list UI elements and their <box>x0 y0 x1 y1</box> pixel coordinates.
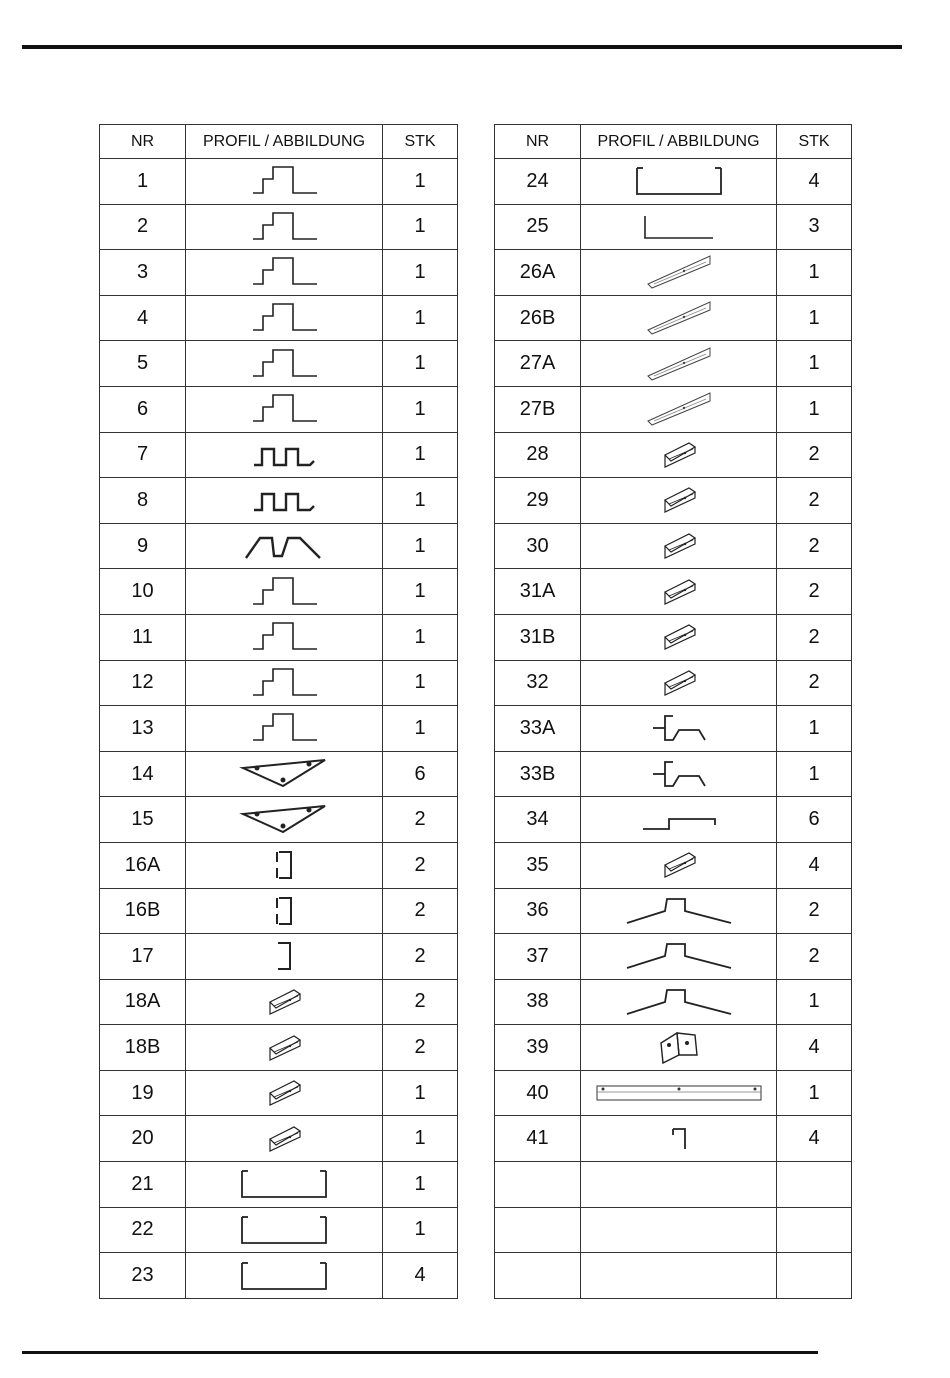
top-rule <box>22 45 902 49</box>
part-quantity: 1 <box>777 1070 852 1116</box>
corner-bracket-icon <box>657 1029 701 1067</box>
part-figure <box>186 888 383 934</box>
step-profile-icon <box>249 348 319 380</box>
part-number: 34 <box>495 797 581 843</box>
part-number: 2 <box>100 204 186 250</box>
angle-bar-icon <box>659 621 699 653</box>
part-figure <box>581 888 777 934</box>
part-figure <box>186 1207 383 1253</box>
step-profile-icon <box>249 393 319 425</box>
part-number <box>495 1253 581 1299</box>
header-row <box>495 125 852 159</box>
diagonal-brace-icon <box>644 346 714 382</box>
part-row <box>100 1116 458 1162</box>
part-quantity: 6 <box>777 797 852 843</box>
part-figure <box>186 341 383 387</box>
part-row <box>100 386 458 432</box>
part-row <box>495 888 852 934</box>
part-quantity: 3 <box>777 204 852 250</box>
part-quantity: 4 <box>777 1025 852 1071</box>
ridge-profile-icon <box>623 895 735 927</box>
part-row <box>495 934 852 980</box>
part-row <box>100 614 458 660</box>
parts-table-right <box>494 124 852 1299</box>
part-quantity: 2 <box>777 934 852 980</box>
part-quantity: 1 <box>383 523 458 569</box>
part-row <box>495 614 852 660</box>
header-profile: PROFIL / ABBILDUNG <box>186 125 383 159</box>
part-figure <box>186 386 383 432</box>
part-number: 25 <box>495 204 581 250</box>
part-row <box>100 1025 458 1071</box>
part-row <box>100 842 458 888</box>
part-quantity: 1 <box>383 478 458 524</box>
double-hat-profile-icon <box>250 484 318 516</box>
part-number: 18A <box>100 979 186 1025</box>
part-figure <box>581 295 777 341</box>
part-number: 22 <box>100 1207 186 1253</box>
part-number: 13 <box>100 706 186 752</box>
part-number: 26A <box>495 250 581 296</box>
part-number: 4 <box>100 295 186 341</box>
part-quantity: 2 <box>777 888 852 934</box>
part-quantity: 4 <box>777 842 852 888</box>
part-figure <box>186 250 383 296</box>
bottom-rule <box>22 1351 818 1354</box>
part-number: 17 <box>100 934 186 980</box>
part-quantity: 1 <box>777 751 852 797</box>
part-quantity: 2 <box>383 888 458 934</box>
part-figure <box>186 706 383 752</box>
part-figure <box>186 432 383 478</box>
part-quantity: 2 <box>777 478 852 524</box>
part-number: 10 <box>100 569 186 615</box>
part-quantity: 2 <box>383 842 458 888</box>
part-row <box>100 797 458 843</box>
part-row <box>100 979 458 1025</box>
part-quantity: 2 <box>777 660 852 706</box>
part-number: 33A <box>495 706 581 752</box>
part-figure <box>581 523 777 569</box>
angle-bar-icon <box>264 1032 304 1064</box>
flat-rail-icon <box>595 1082 763 1104</box>
part-number: 31B <box>495 614 581 660</box>
part-figure <box>581 614 777 660</box>
parts-table-left <box>99 124 458 1299</box>
part-quantity: 1 <box>383 295 458 341</box>
part-number: 28 <box>495 432 581 478</box>
part-number: 27B <box>495 386 581 432</box>
c-channel-icon <box>271 894 297 928</box>
part-figure <box>581 1207 777 1253</box>
part-number: 6 <box>100 386 186 432</box>
part-figure <box>186 751 383 797</box>
angle-bar-icon <box>264 1123 304 1155</box>
u-channel-icon <box>238 1259 330 1293</box>
part-figure <box>581 842 777 888</box>
part-number: 40 <box>495 1070 581 1116</box>
part-row <box>495 478 852 524</box>
part-row <box>495 1025 852 1071</box>
bracket-profile-icon <box>272 939 296 973</box>
part-row <box>495 386 852 432</box>
part-quantity: 2 <box>777 432 852 478</box>
part-quantity: 1 <box>383 1162 458 1208</box>
c-channel-icon <box>271 848 297 882</box>
part-number: 19 <box>100 1070 186 1116</box>
part-figure <box>186 1162 383 1208</box>
part-row <box>495 842 852 888</box>
part-quantity: 1 <box>383 1070 458 1116</box>
angle-bar-icon <box>659 849 699 881</box>
part-number: 21 <box>100 1162 186 1208</box>
part-number: 37 <box>495 934 581 980</box>
part-row <box>100 1253 458 1299</box>
angle-bar-icon <box>659 530 699 562</box>
step-profile-icon <box>249 576 319 608</box>
part-number: 39 <box>495 1025 581 1071</box>
part-figure <box>186 1070 383 1116</box>
part-quantity: 2 <box>383 934 458 980</box>
part-figure <box>186 614 383 660</box>
part-row <box>495 1116 852 1162</box>
header-nr: NR <box>100 125 186 159</box>
u-channel-icon <box>633 164 725 198</box>
part-number: 14 <box>100 751 186 797</box>
part-number <box>495 1162 581 1208</box>
part-quantity: 1 <box>383 159 458 205</box>
part-number: 20 <box>100 1116 186 1162</box>
part-number <box>495 1207 581 1253</box>
part-quantity: 1 <box>383 1207 458 1253</box>
part-figure <box>186 660 383 706</box>
angle-bar-icon <box>264 1077 304 1109</box>
part-quantity <box>777 1162 852 1208</box>
part-number: 30 <box>495 523 581 569</box>
part-quantity: 1 <box>383 706 458 752</box>
part-number: 3 <box>100 250 186 296</box>
part-row <box>100 432 458 478</box>
step-profile-icon <box>249 621 319 653</box>
part-figure <box>581 432 777 478</box>
part-figure <box>581 569 777 615</box>
part-figure <box>186 934 383 980</box>
part-row <box>495 706 852 752</box>
part-quantity: 1 <box>383 432 458 478</box>
part-figure <box>581 204 777 250</box>
part-quantity: 1 <box>777 250 852 296</box>
part-quantity: 1 <box>383 569 458 615</box>
part-figure <box>581 1116 777 1162</box>
step-profile-icon <box>249 302 319 334</box>
part-row <box>495 432 852 478</box>
part-row <box>495 797 852 843</box>
triangle-gusset-icon <box>239 756 329 792</box>
part-number: 16A <box>100 842 186 888</box>
angle-bar-icon <box>659 484 699 516</box>
part-quantity: 1 <box>383 614 458 660</box>
part-row <box>100 751 458 797</box>
part-row <box>495 660 852 706</box>
triangle-gusset-icon <box>239 802 329 838</box>
part-quantity: 1 <box>777 386 852 432</box>
part-figure <box>581 386 777 432</box>
part-quantity: 4 <box>777 1116 852 1162</box>
double-hat-angled-profile-icon <box>244 530 324 562</box>
part-row <box>100 1070 458 1116</box>
part-row <box>495 979 852 1025</box>
step-profile-icon <box>249 165 319 197</box>
part-figure <box>186 797 383 843</box>
angle-bar-icon <box>659 439 699 471</box>
part-figure <box>581 478 777 524</box>
angle-bar-icon <box>659 667 699 699</box>
part-figure <box>581 1253 777 1299</box>
part-quantity: 2 <box>777 569 852 615</box>
part-number: 36 <box>495 888 581 934</box>
z-bracket-icon <box>649 758 709 790</box>
part-figure <box>581 751 777 797</box>
part-row <box>100 660 458 706</box>
part-figure <box>186 842 383 888</box>
header-profile: PROFIL / ABBILDUNG <box>581 125 777 159</box>
part-row <box>495 204 852 250</box>
part-row <box>495 569 852 615</box>
part-number: 9 <box>100 523 186 569</box>
part-quantity: 2 <box>777 614 852 660</box>
diagonal-brace-icon <box>644 254 714 290</box>
part-number: 7 <box>100 432 186 478</box>
z-profile-icon <box>639 805 719 835</box>
part-row <box>100 478 458 524</box>
part-figure <box>186 1253 383 1299</box>
part-figure <box>186 979 383 1025</box>
angle-bar-icon <box>659 576 699 608</box>
part-figure <box>581 706 777 752</box>
part-row <box>495 295 852 341</box>
step-profile-icon <box>249 256 319 288</box>
part-quantity: 1 <box>777 295 852 341</box>
part-row <box>100 295 458 341</box>
ridge-profile-icon <box>623 986 735 1018</box>
part-number: 26B <box>495 295 581 341</box>
l-profile-icon <box>641 212 717 242</box>
part-number: 1 <box>100 159 186 205</box>
part-quantity: 1 <box>383 1116 458 1162</box>
u-channel-icon <box>238 1167 330 1201</box>
part-number: 11 <box>100 614 186 660</box>
step-profile-icon <box>249 712 319 744</box>
z-bracket-icon <box>649 712 709 744</box>
part-row <box>495 250 852 296</box>
part-quantity: 1 <box>383 386 458 432</box>
part-figure <box>186 523 383 569</box>
part-number: 33B <box>495 751 581 797</box>
part-figure <box>186 1116 383 1162</box>
part-quantity: 4 <box>777 159 852 205</box>
part-number: 16B <box>100 888 186 934</box>
part-quantity: 4 <box>383 1253 458 1299</box>
step-profile-icon <box>249 667 319 699</box>
part-row <box>100 569 458 615</box>
part-figure <box>581 660 777 706</box>
part-number: 38 <box>495 979 581 1025</box>
part-row <box>495 523 852 569</box>
part-number: 24 <box>495 159 581 205</box>
part-quantity: 2 <box>383 1025 458 1071</box>
part-figure <box>186 295 383 341</box>
header-qty: STK <box>777 125 852 159</box>
header-qty: STK <box>383 125 458 159</box>
part-figure <box>186 204 383 250</box>
part-figure <box>581 250 777 296</box>
part-quantity: 2 <box>383 979 458 1025</box>
diagonal-brace-icon <box>644 300 714 336</box>
part-quantity: 1 <box>383 341 458 387</box>
part-number: 29 <box>495 478 581 524</box>
part-figure <box>581 1070 777 1116</box>
part-row <box>100 1162 458 1208</box>
part-row <box>495 1207 852 1253</box>
step-profile-icon <box>249 211 319 243</box>
part-number: 5 <box>100 341 186 387</box>
part-number: 31A <box>495 569 581 615</box>
ridge-profile-icon <box>623 940 735 972</box>
part-quantity: 1 <box>383 204 458 250</box>
part-quantity: 1 <box>777 341 852 387</box>
part-row <box>100 934 458 980</box>
part-quantity <box>777 1207 852 1253</box>
part-row <box>100 523 458 569</box>
part-figure <box>186 159 383 205</box>
part-number: 8 <box>100 478 186 524</box>
part-quantity: 1 <box>777 706 852 752</box>
part-row <box>495 159 852 205</box>
diagonal-brace-icon <box>644 391 714 427</box>
part-row <box>495 1070 852 1116</box>
double-hat-profile-icon <box>250 439 318 471</box>
part-figure <box>186 1025 383 1071</box>
part-row <box>100 706 458 752</box>
part-figure <box>186 478 383 524</box>
part-row <box>495 341 852 387</box>
part-quantity <box>777 1253 852 1299</box>
part-figure <box>186 569 383 615</box>
part-quantity: 1 <box>777 979 852 1025</box>
part-figure <box>581 979 777 1025</box>
part-figure <box>581 797 777 843</box>
part-number: 41 <box>495 1116 581 1162</box>
part-row <box>100 1207 458 1253</box>
part-row <box>495 751 852 797</box>
part-quantity: 6 <box>383 751 458 797</box>
part-row <box>495 1253 852 1299</box>
part-number: 32 <box>495 660 581 706</box>
part-row <box>100 159 458 205</box>
part-quantity: 1 <box>383 250 458 296</box>
part-number: 18B <box>100 1025 186 1071</box>
part-row <box>495 1162 852 1208</box>
part-number: 15 <box>100 797 186 843</box>
part-number: 23 <box>100 1253 186 1299</box>
part-quantity: 1 <box>383 660 458 706</box>
part-figure <box>581 1162 777 1208</box>
part-number: 35 <box>495 842 581 888</box>
part-figure <box>581 1025 777 1071</box>
part-figure <box>581 159 777 205</box>
part-row <box>100 204 458 250</box>
angle-bar-icon <box>264 986 304 1018</box>
header-nr: NR <box>495 125 581 159</box>
header-row <box>100 125 458 159</box>
part-figure <box>581 934 777 980</box>
part-number: 12 <box>100 660 186 706</box>
part-row <box>100 341 458 387</box>
part-quantity: 2 <box>777 523 852 569</box>
u-channel-icon <box>238 1213 330 1247</box>
small-hook-icon <box>669 1125 689 1153</box>
part-row <box>100 888 458 934</box>
part-number: 27A <box>495 341 581 387</box>
part-quantity: 2 <box>383 797 458 843</box>
part-figure <box>581 341 777 387</box>
part-row <box>100 250 458 296</box>
